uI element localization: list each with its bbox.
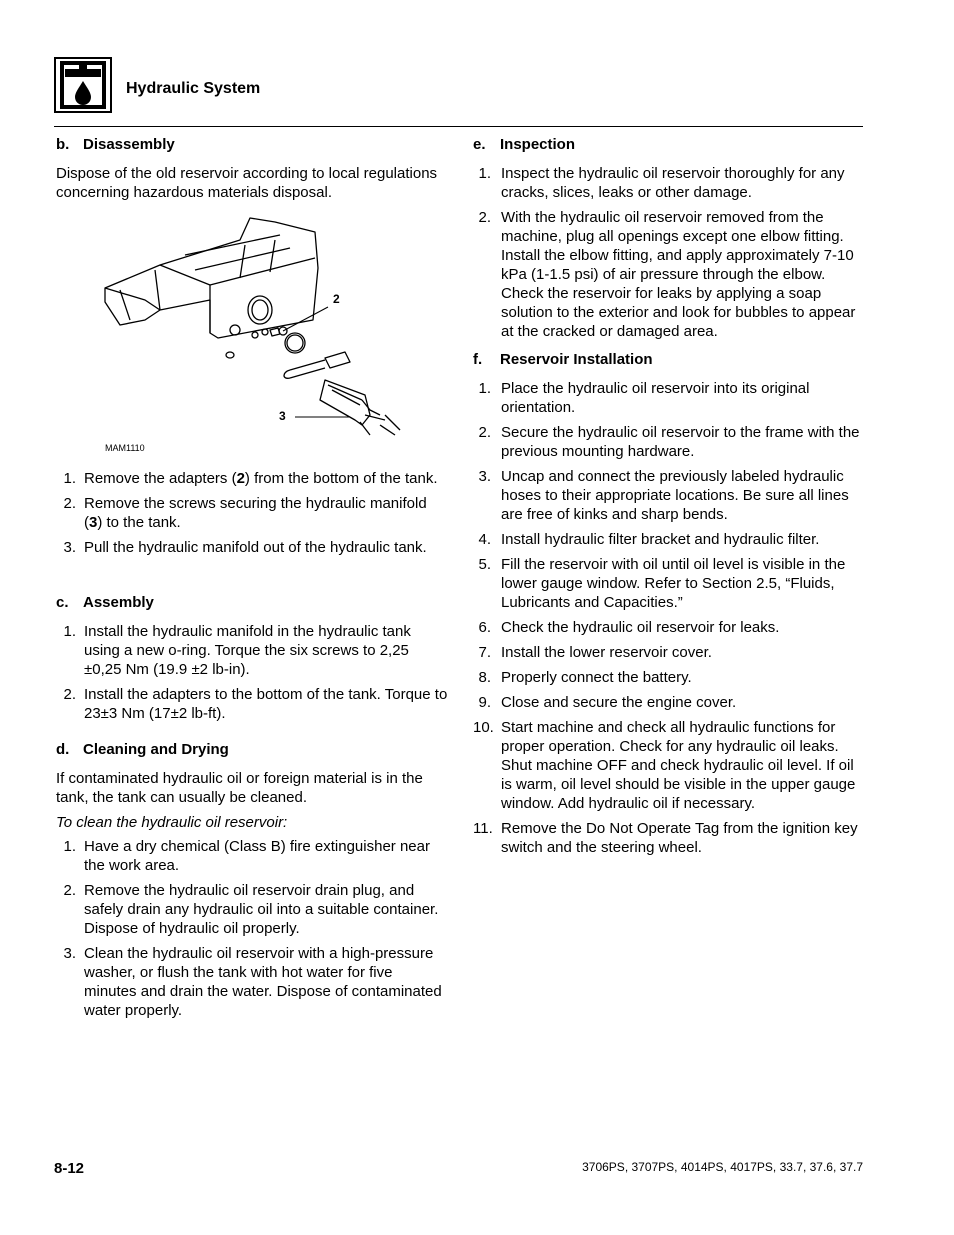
assembly-steps <box>56 622 448 729</box>
disassembly-steps <box>56 469 448 563</box>
hydraulic-reservoir-figure <box>100 210 410 455</box>
list-item: 4. Install hydraulic filter bracket and hydraulic filter. <box>478 531 820 548</box>
heading-cleaning: d. Cleaning and Drying <box>56 741 229 758</box>
list-item: 3. Clean the hydraulic oil reservoir with a high-pressure washer, or flush the tank with hot water for five minutes and drain the water. Dispose of contaminated water properly. <box>63 945 442 1019</box>
list-item: 6. Check the hydraulic oil reservoir for leaks. <box>478 619 780 636</box>
heading-inspection: e. Inspection <box>473 136 576 153</box>
list-item: 1. Remove the adapters (2) from the bottom of the tank. <box>63 470 438 487</box>
list-item: 10. Start machine and check all hydraulic functions for proper operation. Check for any hydraulic oil leaks. Shut machine OFF and check hydraulic oil level. If oil is warm, oil level should be visible in the upper gauge window. Add hydraulic oil if necessary. <box>473 719 856 812</box>
callout-2: 2 <box>333 292 340 306</box>
list-item: 3. Pull the hydraulic manifold out of the hydraulic tank. <box>63 539 427 556</box>
header-divider <box>54 126 863 127</box>
list-item: 2. Install the adapters to the bottom of the tank. Torque to 23±3 Nm (17±2 lb-ft). <box>63 686 448 722</box>
list-item: 9. Close and secure the engine cover. <box>478 694 737 711</box>
disassembly-intro: Dispose of the old reservoir according to local regulations concerning hazardous materials disposal. <box>56 165 438 201</box>
heading-assembly: c. Assembly <box>56 594 154 611</box>
list-item: 5. Fill the reservoir with oil until oil level is visible in the lower gauge window. Refer to Section 2.5, “Fluids, Lubricants and Capacities.” <box>478 556 846 611</box>
list-item: 7. Install the lower reservoir cover. <box>478 644 712 661</box>
inspection-steps <box>473 164 865 347</box>
callout-3: 3 <box>279 409 286 423</box>
cleaning-lead: To clean the hydraulic oil reservoir: <box>56 814 288 831</box>
list-item: 11. Remove the Do Not Operate Tag from the ignition key switch and the steering wheel. <box>473 820 858 856</box>
cleaning-intro: If contaminated hydraulic oil or foreign material is in the tank, the tank can usually be cleaned. <box>56 770 423 806</box>
list-item: 2. Secure the hydraulic oil reservoir to the frame with the previous mounting hardware. <box>478 424 860 460</box>
list-item: 1. Have a dry chemical (Class B) fire extinguisher near the work area. <box>63 838 430 874</box>
figure-caption: MAM1110 <box>105 443 145 453</box>
list-item: 2. Remove the hydraulic oil reservoir drain plug, and safely drain any hydraulic oil into a suitable container. Dispose of hydraulic oil properly. <box>63 882 439 937</box>
list-item: 1. Inspect the hydraulic oil reservoir thoroughly for any cracks, slices, leaks or other damage. <box>478 165 845 201</box>
heading-disassembly: b. Disassembly <box>56 136 175 153</box>
model-list: 3706PS, 3707PS, 4014PS, 4017PS, 33.7, 37.6, 37.7 <box>582 1160 863 1174</box>
hydraulic-system-icon <box>54 57 112 113</box>
list-item: 2. Remove the screws securing the hydraulic manifold (3) to the tank. <box>63 495 427 531</box>
heading-reservoir-installation: f. Reservoir Installation <box>473 351 653 368</box>
list-item: 8. Properly connect the battery. <box>478 669 692 686</box>
installation-steps <box>473 379 865 863</box>
section-title: Hydraulic System <box>126 80 261 97</box>
cleaning-steps <box>56 837 448 1026</box>
list-item: 2. With the hydraulic oil reservoir removed from the machine, plug all openings except one elbow fitting. Install the elbow fitting, and apply approximately 7-10 kPa (1-1.5 psi) of air pressure through the elbow. Check the reservoir for leaks by applying a soap solution to the exterior and look for bubbles to appear at the cracked or damaged area. <box>478 209 856 340</box>
page-number: 8-12 <box>54 1160 85 1177</box>
list-item: 3. Uncap and connect the previously labeled hydraulic hoses to their appropriate locations. Be sure all lines are free of kinks and sharp bends. <box>478 468 849 523</box>
list-item: 1. Place the hydraulic oil reservoir into its original orientation. <box>478 380 810 416</box>
list-item: 1. Install the hydraulic manifold in the hydraulic tank using a new o-ring. Torque the six screws to 2,25 ±0,25 Nm (19.9 ±2 lb-in). <box>63 623 411 678</box>
